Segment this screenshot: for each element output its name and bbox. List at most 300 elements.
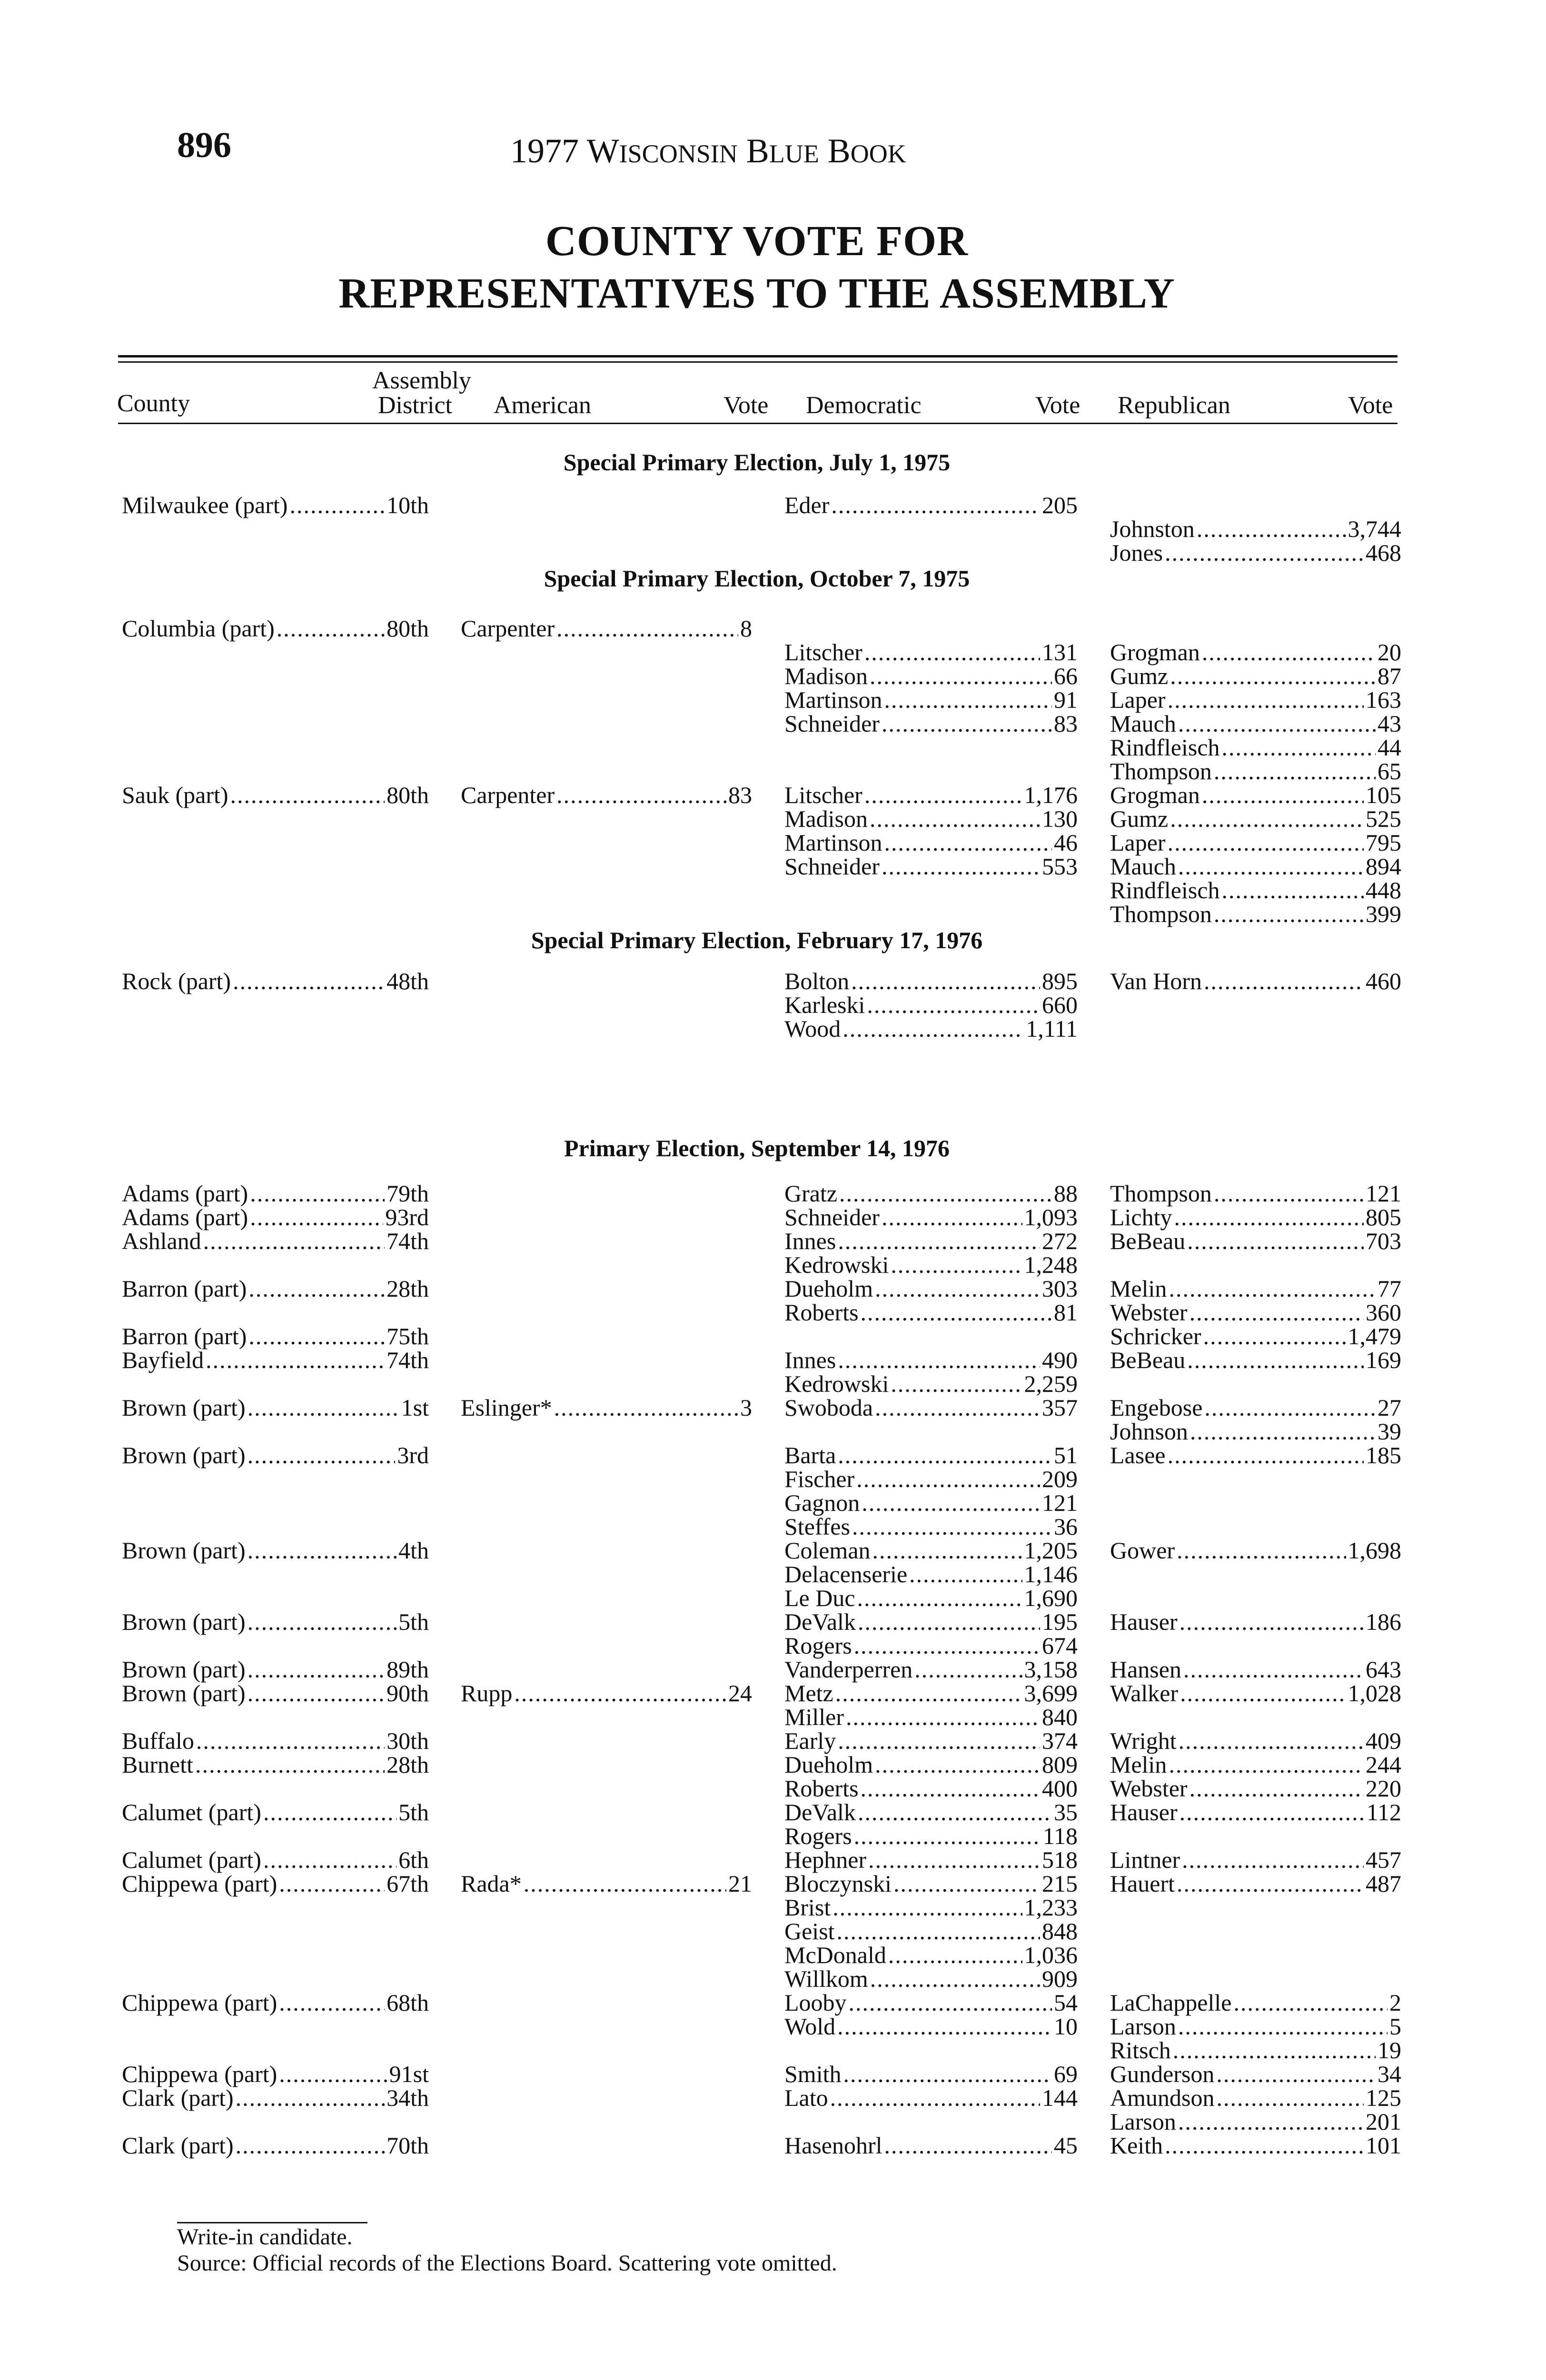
table-row	[0, 1872, 1546, 1895]
dot-leader	[1173, 2038, 1376, 2062]
democratic-cell-value: 36	[1054, 1513, 1078, 1540]
republican-cell	[1110, 1776, 1401, 1800]
republican-cell-name: Ritsch	[1110, 2037, 1171, 2063]
county-cell-name: Calumet (part)	[122, 1846, 261, 1873]
table-row	[0, 1729, 1546, 1753]
republican-cell	[1110, 1205, 1401, 1229]
republican-cell	[1110, 712, 1401, 735]
republican-cell	[1110, 688, 1401, 712]
democratic-cell-name: Swoboda	[784, 1394, 873, 1421]
american-cell-name: Rada*	[461, 1870, 522, 1897]
democratic-cell-name: Roberts	[784, 1775, 859, 1802]
table-row	[0, 1443, 1546, 1467]
dot-leader	[875, 1396, 1040, 1419]
democratic-cell	[784, 1800, 1078, 1824]
dot-leader	[1197, 517, 1346, 541]
dot-leader	[1180, 1681, 1346, 1705]
democratic-cell-name: Bolton	[784, 968, 850, 994]
dot-leader	[1165, 2133, 1364, 2157]
republican-cell-value: 20	[1378, 639, 1401, 665]
dot-leader	[279, 2062, 387, 2086]
dot-leader	[862, 1491, 1040, 1515]
republican-cell	[1110, 783, 1401, 807]
table-row	[0, 854, 1546, 878]
col-head-county: County	[117, 390, 190, 417]
democratic-cell-name: Schneider	[784, 710, 880, 737]
section-heading: Special Primary Election, July 1, 1975	[563, 449, 951, 476]
dot-leader	[870, 1967, 1040, 1991]
republican-cell-name: Hauert	[1110, 1870, 1175, 1897]
table-row	[0, 1657, 1546, 1681]
republican-cell-name: Laper	[1110, 829, 1166, 856]
republican-cell-value: 1,698	[1348, 1537, 1401, 1564]
democratic-cell	[784, 1515, 1078, 1538]
dot-leader	[1179, 1800, 1365, 1824]
democratic-cell	[784, 1205, 1078, 1229]
republican-cell	[1110, 541, 1401, 565]
dot-leader	[1216, 2062, 1376, 2086]
dot-leader	[884, 688, 1052, 712]
table-row	[0, 2086, 1546, 2110]
republican-cell	[1110, 1610, 1401, 1634]
dot-leader	[909, 1562, 1022, 1586]
republican-cell-value: 201	[1366, 2108, 1401, 2135]
table-row	[0, 1017, 1546, 1041]
republican-cell-value: 39	[1378, 1418, 1401, 1445]
republican-cell-value: 121	[1366, 1180, 1401, 1207]
democratic-cell	[784, 993, 1078, 1017]
democratic-cell-name: Innes	[784, 1228, 836, 1254]
democratic-cell-name: Geist	[784, 1918, 835, 1944]
democratic-cell	[784, 1657, 1078, 1681]
county-cell-name: Chippewa (part)	[122, 2061, 277, 2087]
republican-cell-name: Engebose	[1110, 1394, 1203, 1421]
democratic-cell-value: 848	[1042, 1918, 1078, 1944]
dot-leader	[882, 1205, 1022, 1229]
democratic-cell	[784, 1610, 1078, 1634]
county-cell-name: Brown (part)	[122, 1656, 246, 1683]
dot-leader	[1214, 759, 1376, 783]
democratic-cell-name: Kedrowski	[784, 1251, 889, 1278]
county-cell-name: Chippewa (part)	[122, 1870, 277, 1897]
county-cell-name: Bayfield	[122, 1347, 204, 1373]
democratic-cell	[784, 1895, 1078, 1919]
democratic-cell-name: DeValk	[784, 1799, 856, 1825]
republican-cell-value: 65	[1378, 758, 1401, 784]
democratic-cell-value: 209	[1042, 1466, 1078, 1492]
county-cell-value: 80th	[386, 782, 429, 808]
dot-leader	[1202, 640, 1376, 664]
democratic-cell-value: 83	[1054, 710, 1078, 737]
republican-cell-value: 87	[1378, 663, 1401, 689]
col-head-assembly: Assembly	[372, 367, 471, 394]
republican-cell-name: Lichty	[1110, 1204, 1172, 1230]
republican-cell-name: Gumz	[1110, 663, 1169, 689]
running-head-year: 1977	[510, 132, 579, 170]
democratic-cell-name: Dueholm	[784, 1751, 873, 1778]
republican-cell-value: 220	[1366, 1775, 1401, 1802]
table-row	[0, 1610, 1546, 1634]
table-row	[0, 664, 1546, 688]
col-head-vote-american: Vote	[723, 392, 769, 419]
democratic-cell-name: Martinson	[784, 829, 882, 856]
democratic-cell-name: Eder	[784, 492, 830, 518]
democratic-cell	[784, 1634, 1078, 1657]
american-cell-value: 83	[728, 782, 752, 808]
republican-cell	[1110, 1872, 1401, 1895]
table-row	[0, 493, 1546, 517]
table-row	[0, 1848, 1546, 1872]
democratic-cell-value: 272	[1042, 1228, 1078, 1254]
republican-cell-name: Mauch	[1110, 853, 1176, 880]
republican-cell-name: Johnston	[1110, 516, 1195, 542]
american-cell-value: 3	[740, 1394, 752, 1421]
democratic-cell	[784, 688, 1078, 712]
democratic-cell-name: DeValk	[784, 1608, 856, 1635]
dot-leader	[203, 1229, 385, 1253]
dot-leader	[1169, 1277, 1376, 1300]
col-head-republican: Republican	[1118, 392, 1230, 419]
dot-leader	[846, 1705, 1040, 1729]
table-row	[0, 1967, 1546, 1991]
republican-cell	[1110, 1800, 1401, 1824]
table-row	[0, 688, 1546, 712]
county-cell	[122, 1681, 429, 1705]
table-row	[0, 1181, 1546, 1205]
republican-cell	[1110, 1229, 1401, 1253]
dot-leader	[839, 1181, 1052, 1205]
county-cell-name: Barron (part)	[122, 1323, 247, 1349]
republican-cell	[1110, 1729, 1401, 1753]
democratic-cell-value: 840	[1042, 1704, 1078, 1730]
democratic-cell-name: Wood	[784, 1015, 841, 1042]
county-cell	[122, 783, 429, 807]
county-cell-name: Brown (part)	[122, 1442, 246, 1468]
table-row	[0, 1253, 1546, 1277]
democratic-cell-value: 2,259	[1024, 1370, 1078, 1397]
county-cell-name: Burnett	[122, 1751, 193, 1778]
republican-cell-name: Lintner	[1110, 1846, 1180, 1873]
republican-cell-name: Larson	[1110, 2013, 1176, 2040]
county-cell	[122, 1538, 429, 1562]
republican-cell-value: 487	[1366, 1870, 1401, 1897]
table-row	[0, 1943, 1546, 1967]
democratic-cell-value: 490	[1042, 1347, 1078, 1373]
dot-leader	[870, 664, 1052, 688]
democratic-cell	[784, 1967, 1078, 1991]
county-cell	[122, 1729, 429, 1753]
democratic-cell-value: 518	[1042, 1846, 1078, 1873]
republican-cell-value: 101	[1366, 2132, 1401, 2159]
republican-cell-name: Melin	[1110, 1751, 1167, 1778]
republican-cell-name: Webster	[1110, 1299, 1188, 1326]
county-cell-value: 30th	[386, 1727, 429, 1754]
democratic-cell-value: 400	[1042, 1775, 1078, 1802]
democratic-cell	[784, 1753, 1078, 1776]
county-cell-value: 79th	[386, 1180, 429, 1207]
democratic-cell-value: 144	[1042, 2084, 1078, 2111]
header-rule-top	[118, 355, 1397, 357]
republican-cell-name: Lasee	[1110, 1442, 1166, 1468]
dot-leader	[837, 2014, 1052, 2038]
american-cell-name: Carpenter	[461, 782, 555, 808]
table-row	[0, 2062, 1546, 2086]
republican-cell	[1110, 1348, 1401, 1372]
table-row	[0, 1229, 1546, 1253]
democratic-cell-value: 3,158	[1024, 1656, 1078, 1683]
county-cell-value: 93rd	[385, 1204, 429, 1230]
dot-leader	[838, 1443, 1052, 1467]
dot-leader	[1187, 1229, 1364, 1253]
democratic-cell	[784, 640, 1078, 664]
dot-leader	[893, 1872, 1040, 1895]
democratic-cell-value: 553	[1042, 853, 1078, 880]
county-cell-value: 34th	[386, 2084, 429, 2111]
dot-leader	[248, 1657, 385, 1681]
table-row	[0, 1372, 1546, 1396]
democratic-cell-name: Bloczynski	[784, 1870, 892, 1897]
american-cell	[461, 1872, 752, 1895]
dot-leader	[858, 1800, 1052, 1824]
democratic-cell-value: 895	[1042, 968, 1078, 994]
democratic-cell	[784, 1443, 1078, 1467]
dot-leader	[854, 1634, 1040, 1657]
republican-cell-value: 643	[1366, 1656, 1401, 1683]
republican-cell-value: 894	[1366, 853, 1401, 880]
republican-cell-value: 795	[1366, 829, 1401, 856]
dot-leader	[1204, 1396, 1376, 1419]
democratic-cell-value: 1,233	[1024, 1894, 1078, 1921]
county-cell-name: Adams (part)	[122, 1204, 248, 1230]
dot-leader	[236, 2086, 385, 2110]
democratic-cell	[784, 1253, 1078, 1277]
running-head	[510, 131, 906, 171]
dot-leader	[1174, 1205, 1364, 1229]
democratic-cell-name: Karleski	[784, 992, 865, 1018]
county-cell-value: 4th	[398, 1537, 429, 1564]
table-row	[0, 969, 1546, 993]
democratic-cell	[784, 1277, 1078, 1300]
county-cell	[122, 1324, 429, 1348]
table-row	[0, 2133, 1546, 2157]
democratic-cell	[784, 1824, 1078, 1848]
republican-cell-name: Thompson	[1110, 758, 1212, 784]
dot-leader	[248, 1396, 399, 1419]
table-row	[0, 2014, 1546, 2038]
democratic-cell-value: 51	[1054, 1442, 1078, 1468]
republican-cell-name: Jones	[1110, 539, 1163, 566]
republican-cell	[1110, 1657, 1401, 1681]
dot-leader	[891, 1372, 1022, 1396]
democratic-cell-name: Coleman	[784, 1537, 871, 1564]
county-cell-value: 6th	[398, 1846, 429, 1873]
dot-leader	[914, 1657, 1022, 1681]
county-cell-value: 67th	[386, 1870, 429, 1897]
republican-cell-value: 169	[1366, 1347, 1401, 1373]
republican-cell	[1110, 1300, 1401, 1324]
democratic-cell-value: 54	[1054, 1989, 1078, 2016]
table-row	[0, 759, 1546, 783]
republican-cell-name: Mauch	[1110, 710, 1176, 737]
republican-cell-value: 186	[1366, 1608, 1401, 1635]
democratic-cell-name: Hephner	[784, 1846, 867, 1873]
democratic-cell-name: Steffes	[784, 1513, 850, 1540]
republican-cell	[1110, 759, 1401, 783]
dot-leader	[263, 1848, 396, 1872]
democratic-cell	[784, 1017, 1078, 1041]
american-cell	[461, 1681, 752, 1705]
county-cell-name: Brown (part)	[122, 1680, 246, 1706]
county-cell	[122, 1348, 429, 1372]
democratic-cell-value: 1,205	[1024, 1537, 1078, 1564]
dot-leader	[856, 1467, 1040, 1491]
republican-cell	[1110, 807, 1401, 831]
county-cell-value: 3rd	[397, 1442, 429, 1468]
republican-cell	[1110, 854, 1401, 878]
county-cell-value: 10th	[386, 492, 429, 518]
dot-leader	[835, 1681, 1022, 1705]
running-head-b2: B	[827, 132, 851, 170]
dot-leader	[838, 1729, 1040, 1753]
county-cell-name: Chippewa (part)	[122, 1989, 277, 2016]
dot-leader	[1233, 1991, 1387, 2014]
democratic-cell-name: Martinson	[784, 686, 882, 713]
col-head-american: American	[494, 392, 592, 419]
table-row	[0, 712, 1546, 735]
dot-leader	[852, 1515, 1052, 1538]
county-cell-name: Rock (part)	[122, 968, 231, 994]
democratic-cell-value: 118	[1042, 1823, 1078, 1849]
democratic-cell-value: 130	[1042, 805, 1078, 832]
dot-leader	[832, 1895, 1022, 1919]
democratic-cell-value: 303	[1042, 1275, 1078, 1302]
democratic-cell-value: 195	[1042, 1608, 1078, 1635]
county-cell-name: Sauk (part)	[122, 782, 228, 808]
democratic-cell-value: 131	[1042, 639, 1078, 665]
dot-leader	[891, 1253, 1022, 1277]
democratic-cell-name: McDonald	[784, 1942, 886, 1968]
dot-leader	[514, 1681, 726, 1705]
dot-leader	[1202, 783, 1364, 807]
republican-cell-value: 125	[1366, 2084, 1401, 2111]
table-row	[0, 1562, 1546, 1586]
democratic-cell	[784, 2133, 1078, 2157]
dot-leader	[1187, 1348, 1364, 1372]
democratic-cell-name: Dueholm	[784, 1275, 873, 1302]
dot-leader	[556, 616, 738, 640]
republican-cell	[1110, 878, 1401, 902]
table-row	[0, 902, 1546, 926]
democratic-cell-name: Gratz	[784, 1180, 838, 1207]
democratic-cell-value: 91	[1054, 686, 1078, 713]
democratic-cell-name: Madison	[784, 805, 868, 832]
democratic-cell-name: Looby	[784, 1989, 847, 2016]
democratic-cell-name: Vanderperren	[784, 1656, 913, 1683]
table-row	[0, 616, 1546, 640]
table-row	[0, 735, 1546, 759]
dot-leader	[196, 1729, 385, 1753]
republican-cell-value: 703	[1366, 1228, 1401, 1254]
democratic-cell	[784, 807, 1078, 831]
american-cell	[461, 616, 752, 640]
table-row	[0, 640, 1546, 664]
republican-cell-name: LaChappelle	[1110, 1989, 1232, 2016]
dot-leader	[842, 1017, 1024, 1041]
republican-cell-name: Gumz	[1110, 805, 1169, 832]
county-cell-value: 80th	[386, 615, 429, 642]
republican-cell	[1110, 902, 1401, 926]
democratic-cell	[784, 712, 1078, 735]
table-row	[0, 2110, 1546, 2133]
county-cell-name: Buffalo	[122, 1727, 194, 1754]
col-head-vote-democratic: Vote	[1035, 392, 1080, 419]
dot-leader	[1178, 2014, 1387, 2038]
table-row	[0, 807, 1546, 831]
dot-leader	[1178, 712, 1376, 735]
county-cell-value: 75th	[386, 1323, 429, 1349]
republican-cell-value: 409	[1366, 1727, 1401, 1754]
dot-leader	[277, 616, 385, 640]
republican-cell-name: Grogman	[1110, 639, 1200, 665]
table-row	[0, 1705, 1546, 1729]
democratic-cell	[784, 1681, 1078, 1705]
table-row	[0, 1396, 1546, 1419]
dot-leader	[861, 1300, 1052, 1324]
democratic-cell-value: 1,146	[1024, 1561, 1078, 1587]
col-head-district: District	[378, 392, 452, 419]
republican-cell	[1110, 1848, 1401, 1872]
dot-leader	[236, 2133, 385, 2157]
county-cell-value: 5th	[398, 1608, 429, 1635]
republican-cell-value: 44	[1378, 734, 1401, 761]
democratic-cell	[784, 1181, 1078, 1205]
dot-leader	[248, 1538, 396, 1562]
table-row	[0, 541, 1546, 565]
democratic-cell	[784, 1229, 1078, 1253]
democratic-cell	[784, 493, 1078, 517]
county-cell	[122, 616, 429, 640]
table-row	[0, 1300, 1546, 1324]
county-cell-name: Columbia (part)	[122, 615, 275, 642]
county-cell	[122, 2062, 429, 2086]
democratic-cell-value: 10	[1054, 2013, 1078, 2040]
dot-leader	[1168, 1443, 1364, 1467]
county-cell-value: 74th	[386, 1347, 429, 1373]
table-row	[0, 878, 1546, 902]
dot-leader	[875, 1753, 1040, 1776]
dot-leader	[279, 1991, 385, 2014]
democratic-cell-name: Early	[784, 1727, 836, 1754]
republican-cell	[1110, 1753, 1401, 1776]
table-row	[0, 831, 1546, 854]
table-row	[0, 1467, 1546, 1491]
democratic-cell-value: 69	[1054, 2061, 1078, 2087]
dot-leader	[1168, 831, 1364, 854]
democratic-cell-name: Litscher	[784, 639, 862, 665]
table-row	[0, 1515, 1546, 1538]
republican-cell-name: Rindfleisch	[1110, 734, 1220, 761]
table-row	[0, 1800, 1546, 1824]
democratic-cell-value: 35	[1054, 1799, 1078, 1825]
democratic-cell	[784, 2014, 1078, 2038]
democratic-cell-name: Lato	[784, 2084, 828, 2111]
dot-leader	[868, 1848, 1040, 1872]
county-cell-name: Brown (part)	[122, 1537, 246, 1564]
dot-leader	[556, 783, 726, 807]
democratic-cell-name: Schneider	[784, 853, 880, 880]
county-cell-name: Adams (part)	[122, 1180, 248, 1207]
dot-leader	[864, 783, 1022, 807]
